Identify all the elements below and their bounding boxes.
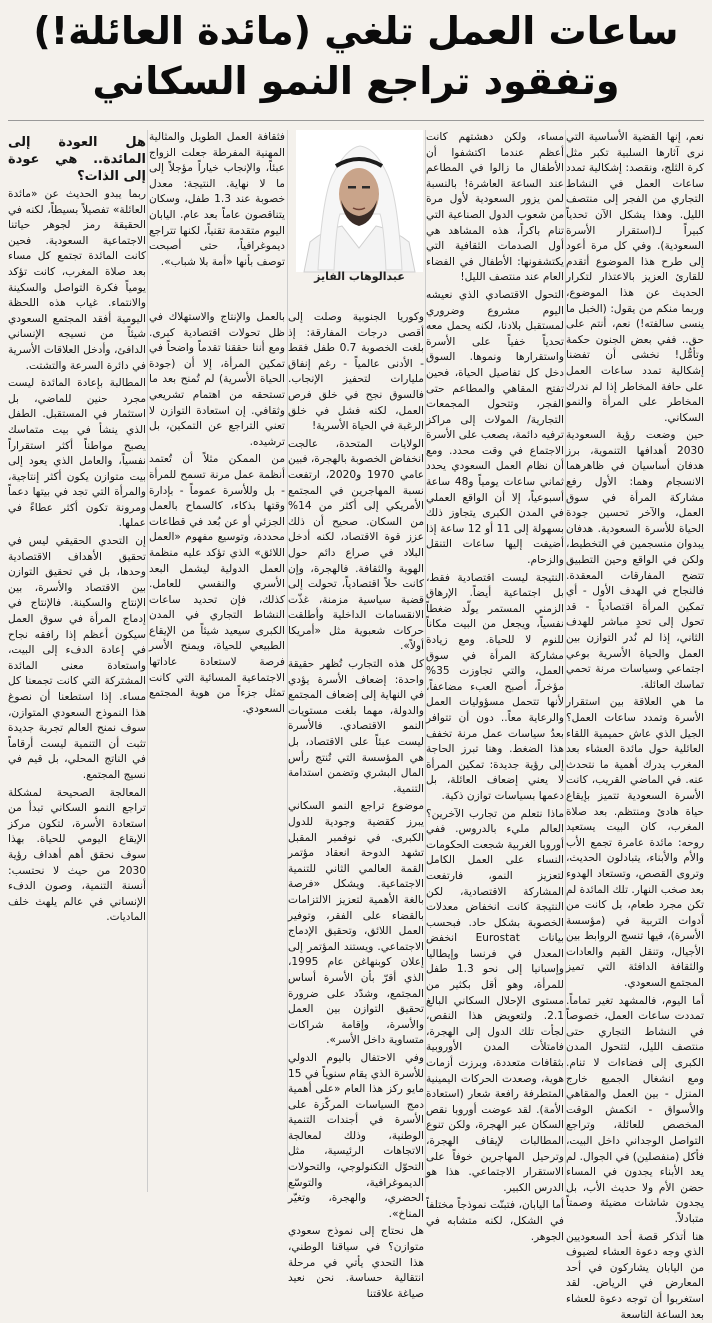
author-photo	[296, 130, 423, 272]
paragraph: النتيجة ليست اقتصادية فقط، بل اجتماعية أيضاً. الإرهاق الزمني المستمر يولّد ضغطاً نفسياً، ويجعل من البيت مكاناً للنوم لا للحياة. ومع زيادة مشاركة المرأة في سوق العمل، والتي تجاوزت 35% مؤخراً، أصبح العبء مضاعفاً، لأنها تتحمل مسؤوليات العمل والرعاية معاً.. دون أن تتوافر بعدُ سياسات عمل مرنة تخفف هذا الضغط. وهنا تبرز الحاجة إلى رؤية جديدة: تمكين المرأة لا يعني إضعاف العائلة، بل دعمها بسياسات توازن ذكية.	[426, 571, 564, 802]
paragraph: هل نحتاج إلى نموذج سعودي متوازن؟ في سياقنا الوطني، هذا التحدي يأتي في مرحلة انتقالية حساسة. نحن نعيد صياغة علاقتنا	[288, 1225, 424, 1300]
column-2	[426, 130, 565, 1243]
paragraph: كل هذه التجارب تُظهر حقيقة واحدة: إضعاف الأسرة يؤدي في النهاية إلى إضعاف المجتمع والدولة، مهما بلغت مستويات النمو الاقتصادي. فالأسرة ليست عبئاً على الاقتصاد، بل هي المؤسسة التي تُنتج رأس المال البشري وتضمن استدامة التنمية.	[288, 658, 424, 795]
column-4-top	[149, 130, 285, 302]
paragraph: إن التحدي الحقيقي ليس في تحقيق الأهداف الاقتصادية وحدها، بل في تحقيق التوازن بين الاقتصاد والأسرة، بين الإنتاج والسكينة. فالإنتاج في إدماج المرأة في سوق العمل سيكون أعظم إذا رافقه نجاح في إعادة الدفء إلى البيت، واستعادة معنى المائدة المشتركة التي كانت تجمعنا كل مساء. إذا استطعنا أن نصوغ هذا النموذج السعودي المتوازن، سوف نمنح العالم تجربة جديدة تثبت أن التنمية ليست أرقاماً في الناتج المحلي، بل قيم في نسيج المجتمع.	[8, 535, 146, 781]
author-caption: عبدالوهاب الفايز	[314, 270, 405, 283]
paragraph: المطالبة بإعادة المائدة ليست مجرد حنين للماضي، بل استثمار في المستقبل. الطفل الذي ينشأ في بيت متماسك يصبح مواطناً أكثر استقراراً نفسياً، والعامل الذي يعود إلى بيت متوازن يكون أكثر إنتاجية، والمرأة التي تجد في بيتها دعماً ومرونة تكون أكثر عطاءً في عملها.	[8, 377, 146, 530]
paragraph: أما اليوم، فالمشهد تغير تماماً. تمددت ساعات العمل، خصوصاً في النشاط التجاري حتى منتصف الليل، لتتحول المدن الكبرى إلى فضاءات لا تنام. ومع انشغال الجميع خارج المنزل - بين العمل والمقاهي والأسواق - انكمش الوقت المخصص للعائلة، وتراجع التواصل الوجداني داخل البيت، فأكل (منفصلين) في الجوال. لم يعد الأبناء يجدون في المساء حضن الأم ولا حديث الأب، بل يجدون شاشات مضيئة وصمتاً متبادلاً.	[566, 994, 704, 1225]
column-1	[566, 130, 704, 1321]
paragraph: موضوع تراجع النمو السكاني يبرز كقضية وجودية للدول الكبرى. في نوفمبر المقبل تشهد الدوحة انعقاد مؤتمر القمة العالمي الثاني للتنمية الاجتماعية. ويشكل «فرصة بالغة الأهمية لتعزيز الالتزامات بالقضاء على الفقر، وتوفير العمل اللائق، وتحقيق الإدماج الاجتماعي. ويستند المؤتمر إلى إعلان كوبنهاغن عام 1995، الذي أقرّ بأن الأسرة أساس المجتمع، وشدّد على ضرورة تحقيق التوازن بين العمل والأسرة، وإقامة شراكات متساوية داخل الأسر».	[288, 800, 424, 1047]
paragraph: حين وضعت رؤية السعودية 2030 أهدافها التنموية، برز هدفان أساسيان في ظاهرهما الانسجام وهما: الأول رفع مشاركة المرأة في سوق العمل، والآخر تحسين جودة الحياة للأسرة السعودية. هدفان يبدوان منسجمين في التخطيط، ولكن في الواقع وحين التطبيق تتضح المفارقات المعقدة. فالنجاح في الهدف الأول - أي تمكين المرأة اقتصادياً - قد تحول إلى تحدٍ مباشر للهدف الثاني، إذا لم نُدر التوازن بين العمل والحياة الأسرية بوعي اجتماعي وسياسات مرنة تحمي تماسك العائلة.	[566, 429, 704, 691]
paragraph: أما اليابان، فتبنّت نموذجاً مختلفاً في الشكل، لكنه متشابه في الجوهر.	[426, 1199, 564, 1243]
column-3	[288, 310, 425, 1300]
paragraph: بالعمل والإنتاج والاستهلاك في ظل تحولات اقتصادية كبرى. ومع أننا حققنا تقدماً واضحاً في تمكين المرأة، إلا أن (جودة الحياة الأسرية) لم تُمنح بعد ما تستحقه من اهتمام تشريعي وثقافي. إن استعادة التوازن لا تعني التراجع عن التمكين، بل ترشيده.	[149, 311, 285, 448]
paragraph: ما هي العلاقة بين استقرار الأسرة وتمدد ساعات العمل؟ الجيل الذي عاش حميمية اللقاء العائلية حول مائدة العشاء بعد المغرب يدرك أهمية ما نتحدث عنه. في الماضي القريب، كانت الأسرة السعودية تتميز بإيقاع حياة هادئ ومنتظم. بعد صلاة المغرب، كان البيت يستعيد روحه: مائدة عامرة تجمع الأب والأم والأبناء، يتبادلون الحديث، وتروى القصص، وتستعاد الهدوء بعد صخب النهار. تلك المائدة لم تكن مجرد طعام، بل كانت من أدوات التربية في (مؤسسة الأسرة)، فيها تنسج الروابط بين الأجيال، وتنقل القيم والعادات والثقافة الدافئة التي تميز المجتمع السعودي.	[566, 696, 704, 990]
article-headline: ساعات العمل تلغي (مائدة العائلة!) وتفقود تراجع النمو السكاني	[33, 9, 679, 103]
headline-rule	[8, 120, 704, 121]
paragraph: نعم، إنها القضية الأساسية التي نرى آثارها السلبية تكبر مثل كرة الثلج، ونقصد: إشكالية تمدد ساعات العمل في النشاط التجاري من الفجر إلى منتصف الليل. وهذا يشكل الآن تحدياً كبيراً لـ(استقرار الأسرة السعودية). وفي كل مرة أعود إلى طرح هذا الموضوع أتقدم للقارئ العزيز بالاعتذار لتكرار الحديث عن هذا الموضوع، وربما منكم من يقول: (الخبل ما ينسى سالفته!) نعم، أنتم على حق.. ففي بعض الجنون حكمة وتأمُّل! نخشى أن تفضنا إشكالية تمدد ساعات العمل على حافة المخاطر إذا لم ندرك المخاطر على المرأة والنمو السكاني.	[566, 131, 704, 424]
paragraph: المعالجة الصحيحة لمشكلة تراجع النمو السكاني تبدأ من استعادة الأسرة، لتكون مركز الإيقاع اليومي للحياة. بهذا سوف نحقق أهم أهداف رؤية 2030 من حيث لا نحتسب: أنسنة التنمية، وصون الدفء الإنساني في عالم يلهث خلف الماديات.	[8, 786, 146, 924]
subheading: هل العودة إلى المائدة.. هي عودة إلى الذات؟	[8, 135, 146, 184]
paragraph: ماذا نتعلم من تجارب الآخرين؟ العالم مليء بالدروس. ففي أوروبا الغربية شجعت الحكومات النساء على العمل الكامل لتعزيز النمو، فارتفعت المشاركة الاقتصادية، لكن النتيجة كانت انخفاض معدلات الخصوبة بشكل حاد. فبحسب بيانات Eurostat انخفض المعدل في فرنسا وإيطاليا وإسبانيا إلى نحو 1.3 طفل للمرأة، وهو أقل بكثير من مستوى الإحلال السكاني البالغ 2.1. ولتعويض هذا النقص، لجأت تلك الدول إلى الهجرة، فامتلأت المدن الأوروبية بثقافات متعددة، وبرزت أزمات هوية، وصعدت الحركات اليمينية المتطرفة رافعة شعار (استعادة الأمة). لقد عوضت أوروبا نقص السكان عبر الهجرة، ولكن تنوع المطالبات لإيقاف الهجرة، وترحيل المهاجرين خوفاً على الاستقرار الاجتماعي. هذا هو الدرس الكبير.	[426, 807, 565, 1194]
column-4	[149, 310, 285, 1192]
column-divider	[147, 130, 148, 1192]
paragraph: الولايات المتحدة، عالجت انخفاض الخصوبة بالهجرة، فبين عامي 1970 و2020، ارتفعت نسبة المهاجرين في المجتمع الأمريكي إلى أكثر من 14% من السكان. صحيح أن ذلك عزز قوة الاقتصاد، لكنه أدخل البلاد في صراع دائم حول الهوية والثقافة. فالهجرة، وإن كانت حلاً اقتصادياً، تحولت إلى قضية سياسية مزمنة، غذّت الانقسامات الداخلية وأطلقت حركات شعبوية مثل «أمريكا أولاً».	[288, 437, 425, 653]
paragraph: التحول الاقتصادي الذي نعيشه اليوم مشروع وضروري لمستقبل بلادنا، لكنه يحمل معه تحدياً خفياً على الأسرة واستقرارها ونموها. السوق دخل كل تفاصيل الحياة، فحين تفتح المقاهي والمطاعم حتى الفجر، وتتحول المجمعات التجارية/ المولات إلى مراكز ترفيه دائمة، يصعب على الأسرة الاجتماع في وقت محدد. ومع أن نظام العمل السعودي يحدد ثماني ساعات يومياً و48 ساعة أسبوعياً، إلا أن الواقع العملي في المدن الكبرى يتجاوز ذلك بسهولة إلى 11 أو 12 ساعة إذا أضيفت إليها ساعات التنقل والزحام.	[426, 288, 564, 567]
paragraph: وفي الاحتفال باليوم الدولي للأسرة الذي يقام سنوياً في 15 مايو ركز هذا العام «على أهمية دمج السياسات المركّزة على الأسرة في أجندات التنمية الوطنية، وذلك لمعالجة الاتجاهات الرئيسية، مثل التحوّل التكنولوجي، والتحولات الديموغرافية، والتوسّع الحضري، والهجرة، وتغيّر المناخ».	[288, 1051, 424, 1220]
column-5	[8, 130, 146, 1192]
paragraph: وكوريا الجنوبية وصلت إلى أقصى درجات المفارقة: إذ بلغت الخصوبة 0.7 طفل فقط - الأدنى عالمياً - رغم إنفاق مليارات لتحفيز الإنجاب. فالسوق نجح في خلق فرص العمل، لكنه فشل في خلق الرغبة في الحياة الأسرية!	[288, 311, 424, 433]
paragraph: من الممكن مثلاً أن تُعتمد أنظمة عمل مرنة تسمح للمرأة - بل وللأسرة عموماً - بإدارة وقتها بذكاء، كالسماح بالعمل الجزئي أو عن بُعد في قطاعات محددة، وتوسيع مفهوم «العمل اللائق» الذي تؤكد عليه منظمة العمل الدولية ليشمل البعد الأسري والنفسي للعامل. كذلك، فإن تحديد ساعات النشاط التجاري في المدن الكبرى سيعيد شيئاً من الإيقاع الطبيعي للحياة، ويمنح الأسر فرصة لاستعادة عاداتها الاجتماعية المسائية التي كانت تمثل جزءاً من هوية المجتمع السعودي.	[149, 453, 285, 715]
paragraph: مساء، ولكن دهشتهم كانت أعظم عندما اكتشفوا أن الأطفال ما زالوا في المطاعم عند الساعة العاشرة! بالنسبة لمن يزور السعودية لأول مرة من شعوب الدول الصناعية التي تنام باكراً، هذه المشاهد هي أول الصدمات الثقافية التي يكتشفونها: الأطفال في الفضاء العام عند منتصف الليل!	[426, 131, 564, 284]
paragraph: فثقافة العمل الطويل والمثالية المهنية المفرطة جعلت الزواج عبئاً، والإنجاب خياراً مؤجلاً إلى ما لا نهاية. النتيجة: معدل خصوبة عند 1.3 طفل، وسكان يتناقصون عاماً بعد عام. اليابان اليوم متقدمة تقنياً، لكنها تتراجع ديموغرافياً، حتى أصبحت توصف بأنها «أمة بلا شباب».	[149, 131, 285, 268]
author-portrait-icon	[296, 130, 423, 272]
paragraph: هنا أتذكر قصة أحد السعوديين الذي وجه دعوة العشاء لضيوف من اليابان يشاركون في أحد المعارض في الرياض. لقد استغربوا أن توجه دعوة للعشاء بعد الساعة التاسعة	[566, 1230, 704, 1321]
paragraph: ربما يبدو الحديث عن «مائدة العائلة» تفصيلاً بسيطاً، لكنه في الحقيقة رمز لجوهر حياتنا الاجتماعية السعودية. فحين كانت المائدة تجتمع كل مساء بعد صلاة المغرب، كانت تؤكد يومياً فكرة التواصل والسكينة والانتماء. غياب هذه اللحظة اليومية أفقد المجتمع السعودي شيئاً من نسيجه الإنساني الدافئ، وأدخل العلاقات الأسرية في دائرة السرعة والتشتت.	[8, 188, 146, 372]
